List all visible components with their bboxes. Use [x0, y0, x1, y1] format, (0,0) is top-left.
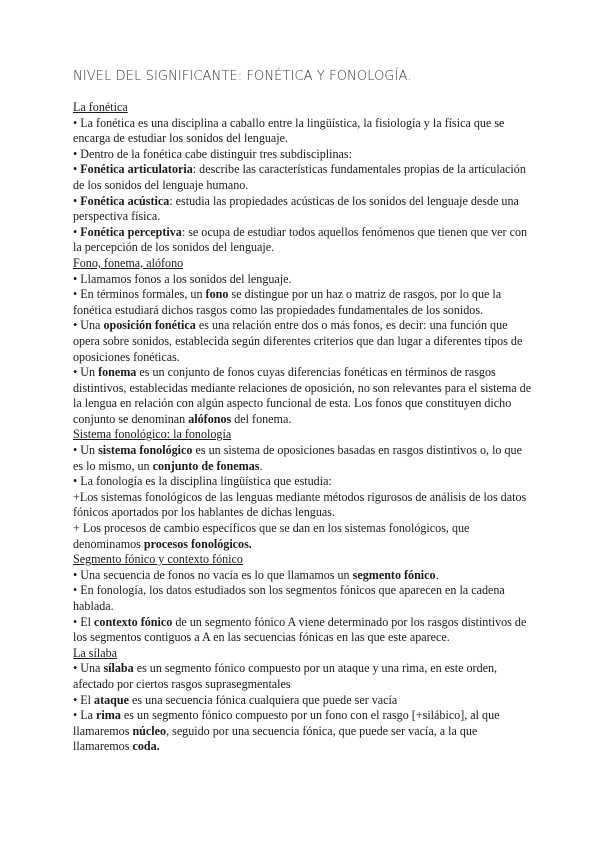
- text-run: .: [259, 458, 263, 473]
- text-run: es un conjunto de fonos cuyas diferencias fonéticas en términos de rasgos distintivos, establecidas mediante relaciones de oposición, no son relevantes para el sistema de la lengua en relación con algún aspecto funcional de esta. Los fonos que constituyen dicho conjunto se denominan: [73, 365, 532, 426]
- section-heading: Fono, fonema, alófono: [73, 255, 184, 270]
- bullet-paragraph: [73, 272, 533, 288]
- bold-term: sílaba: [103, 661, 134, 676]
- text-run: , seguido por una secuencia fónica, que puede ser vacía, a la que llamaremos: [73, 723, 478, 754]
- section-heading: Sistema fonológico: la fonología: [73, 427, 232, 442]
- bold-term: sistema fonológico: [98, 443, 193, 458]
- text-run: • Una: [73, 661, 104, 676]
- text-run: es una relación entre dos o más fonos, es decir: una función que opera sobre sonidos, establecida según diferentes criterios que dan lugar a diferentes tipos de oposiciones fonéticas.: [73, 318, 523, 364]
- bold-term: fono: [205, 287, 229, 302]
- bold-term: ataque: [94, 692, 129, 707]
- bold-term: alófonos: [188, 411, 232, 426]
- bold-term: Fonética perceptiva: [80, 224, 182, 239]
- text-run: • El: [73, 614, 95, 629]
- bullet-paragraph: [73, 365, 533, 427]
- text-run: + Los procesos de cambio específicos que se dan en los sistemas fonológicos, que denominamos: [73, 521, 470, 551]
- bold-term: contexto fónico: [94, 614, 173, 629]
- text-run: es un segmento fónico compuesto por un fono con el rasgo [+silábico], al que llamaremos: [73, 708, 500, 738]
- page-title: NIVEL DEL SIGNIFICANTE: FONÉTICA Y FONOLOGÍA.: [73, 69, 412, 84]
- bold-term: conjunto de fonemas: [152, 458, 260, 473]
- text-run: es una secuencia fónica cualquiera que puede ser vacía: [128, 692, 398, 707]
- bold-term: rima: [96, 708, 121, 723]
- text-run: : describe las características fundamentales propias de la articulación de los sonidos del lenguaje humano.: [73, 162, 526, 192]
- bullet-paragraph: [73, 194, 533, 225]
- section-heading: Segmento fónico y contexto fónico: [73, 552, 243, 567]
- text-run: .: [435, 567, 439, 582]
- bullet-paragraph: [73, 615, 533, 646]
- text-run: • Un: [73, 443, 99, 458]
- section-heading: La sílaba: [73, 645, 117, 660]
- text-run: • Un: [73, 365, 99, 380]
- text-run: • En fonología, los datos estudiados son los segmentos fónicos que aparecen en la cadena hablada.: [73, 583, 505, 613]
- text-run: • La fonética es una disciplina a caballo entre la lingüística, la fisiología y la física que se encarga de estudiar los sonidos del lenguaje.: [73, 115, 505, 146]
- bold-term: oposición fonética: [103, 318, 196, 333]
- text-run: de un segmento fónico A viene determinado por los rasgos distintivos de los segmentos contiguos a A en las secuencias fónicas en las que este aparece.: [73, 614, 527, 645]
- bold-term: núcleo: [132, 723, 167, 738]
- bullet-paragraph: [73, 708, 533, 755]
- text-run: • Dentro de la fonética cabe distinguir tres subdisciplinas:: [73, 146, 352, 161]
- bullet-paragraph: [73, 443, 533, 474]
- text-run: se distingue por un haz o matriz de rasgos, por lo que la fonética estudiará dichos rasgos como las propiedades fundamentales de los sonidos.: [73, 287, 502, 317]
- bullet-paragraph: [73, 661, 533, 692]
- text-run: • La: [73, 708, 97, 723]
- bold-term: Fonética articulatoria: [80, 162, 193, 177]
- text-run: •: [73, 162, 81, 177]
- bullet-paragraph: [73, 693, 533, 709]
- bullet-paragraph: [73, 162, 533, 193]
- text-run: es un segmento fónico compuesto por un ataque y una rima, en este orden, afectado por ciertos rasgos suprasegmentales: [73, 661, 498, 691]
- bullet-paragraph: [73, 521, 533, 552]
- bold-term: coda.: [132, 739, 160, 754]
- bold-term: segmento fónico: [352, 567, 436, 582]
- bullet-paragraph: [73, 583, 533, 614]
- bullet-paragraph: [73, 116, 533, 147]
- bullet-paragraph: [73, 225, 533, 256]
- bullet-paragraph: [73, 474, 533, 490]
- bullet-paragraph: [73, 147, 533, 163]
- text-run: • En términos formales, un: [73, 287, 206, 302]
- text-run: es un sistema de oposiciones basadas en rasgos distintivos o, lo que es lo mismo, un: [73, 443, 522, 473]
- bullet-paragraph: [73, 568, 533, 584]
- text-run: • Llamamos fonos a los sonidos del lenguaje.: [73, 271, 292, 286]
- bullet-paragraph: [73, 318, 533, 365]
- text-run: +Los sistemas fonológicos de las lenguas mediante métodos rigurosos de análisis de los datos fónicos aportados por los hablantes de dichas lenguas.: [73, 489, 527, 520]
- bullet-paragraph: [73, 490, 533, 521]
- text-run: • Una: [73, 318, 104, 333]
- text-run: • La fonología es la disciplina lingüística que estudia:: [73, 474, 332, 489]
- text-run: : se ocupa de estudiar todos aquellos fenómenos que tienen que ver con la percepción de los sonidos del lenguaje.: [73, 224, 528, 255]
- bullet-paragraph: [73, 287, 533, 318]
- bold-term: fonema: [98, 365, 137, 380]
- bold-term: Fonética acústica: [80, 193, 170, 208]
- text-run: • El: [73, 692, 95, 707]
- text-run: del fonema.: [231, 411, 292, 426]
- text-run: •: [73, 193, 81, 208]
- text-run: •: [73, 224, 81, 239]
- document-body: [73, 100, 533, 755]
- text-run: • Una secuencia de fonos no vacía es lo que llamamos un: [73, 567, 353, 582]
- bold-term: procesos fonológicos.: [143, 536, 252, 551]
- section-heading: La fonética: [73, 100, 128, 114]
- text-run: : estudia las propiedades acústicas de los sonidos del lenguaje desde una perspectiva física.: [73, 193, 519, 224]
